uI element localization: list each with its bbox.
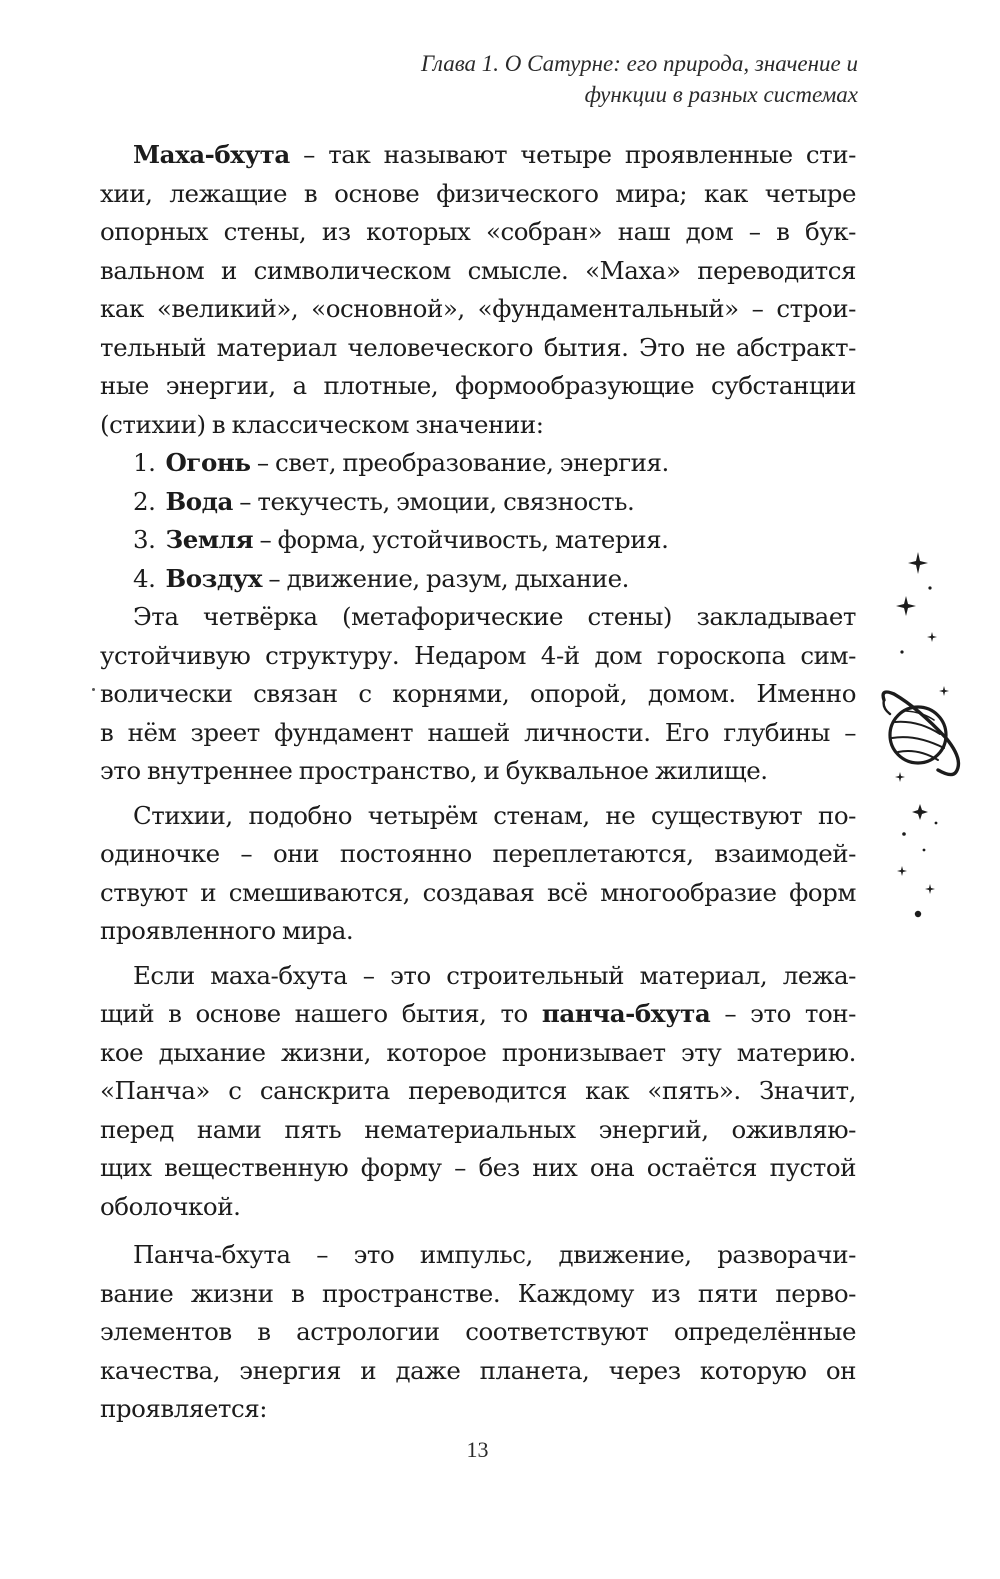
text-line: волически связан с корнями, опорой, домом. Именно <box>100 679 856 708</box>
text-line: перед нами пять нематериальных энергий, оживляю- <box>100 1114 856 1144</box>
text-line: хии, лежащие в основе физического мира; как четыре <box>100 178 856 208</box>
running-header <box>298 48 858 110</box>
text-line: опорных стены, из которых «собран» наш дом – в бук- <box>100 217 856 246</box>
text-line: Эта четвёрка (метафорические стены) закладывает <box>133 602 856 631</box>
saturn-with-stars-icon <box>878 548 968 928</box>
paragraph-maha-bhuta <box>100 136 856 444</box>
ink-speck <box>92 688 95 691</box>
list-item-air: 4. Воздух – движение, разум, дыхание. <box>133 563 629 593</box>
paragraph-four-walls <box>100 598 856 791</box>
text-line: вание жизни в пространстве. Каждому из пяти перво- <box>100 1278 856 1308</box>
sparkle-icon <box>925 884 935 894</box>
text-line: проявляется: <box>100 1394 268 1423</box>
saturn-planet-icon <box>883 692 958 775</box>
body-text <box>100 136 856 1429</box>
term-maha-bhuta: Маха-бхута <box>133 140 290 169</box>
text-line: Панча-бхута – это импульс, движение, разворачи- <box>133 1240 856 1269</box>
text-line: проявленного мира. <box>100 916 354 945</box>
chapter-title-line-1: Глава 1. О Сатурне: его природа, значение и <box>421 51 858 76</box>
star-dot-icon <box>902 832 906 836</box>
list-item-fire: 1. Огонь – свет, преобразование, энергия. <box>133 448 669 477</box>
text-line: одиночке – они постоянно переплетаются, взаимодей- <box>100 839 856 868</box>
text-line: это внутреннее пространство, и буквальное жилище. <box>100 756 768 785</box>
star-dot-icon <box>915 911 921 917</box>
sparkle-icon <box>908 552 928 574</box>
page-number: 13 <box>466 1437 489 1462</box>
star-dot-icon <box>935 822 938 825</box>
text-line: щий в основе нашего бытия, то панча-бхута – это тон- <box>100 999 856 1028</box>
text-line: ствуют и смешиваются, создавая всё многообразие форм <box>100 877 856 907</box>
text-line: устойчивую структуру. Недаром 4-й дом гороскопа сим- <box>100 640 856 670</box>
paragraph-elements-interweave <box>100 797 856 951</box>
text-line: оболочкой. <box>100 1191 241 1221</box>
sparkle-icon <box>897 866 907 876</box>
text-line: вальном и символическом смысле. «Маха» переводится <box>100 255 856 285</box>
text-line: ные энергии, а плотные, формообразующие субстанции <box>100 371 856 400</box>
star-dot-icon <box>923 849 926 852</box>
text-line: в нём зреет фундамент нашей личности. Его глубины – <box>100 717 856 747</box>
list-item-earth: 3. Земля – форма, устойчивость, материя. <box>133 525 669 554</box>
paragraph-pancha-impulse <box>100 1236 856 1429</box>
paragraph-pancha-bhuta <box>100 957 856 1227</box>
text-line: тельный материал человеческого бытия. Это не абстракт- <box>100 332 856 362</box>
star-dot-icon <box>900 650 903 653</box>
text-line: качества, энергия и даже планета, через которую он <box>100 1355 856 1385</box>
text-line: Если маха-бхута – это строительный материал, лежа- <box>133 960 856 990</box>
text-line: элементов в астрологии соответствуют определённые <box>100 1317 856 1346</box>
text-line: как «великий», «основной», «фундаментальный» – строи- <box>100 294 856 323</box>
sparkle-icon <box>895 772 905 782</box>
text-line: кое дыхание жизни, которое пронизывает эту материю. <box>100 1037 856 1067</box>
sparkle-icon <box>896 596 916 616</box>
text-line: щих вещественную форму – без них она остаётся пустой <box>100 1153 856 1182</box>
chapter-title-line-2: функции в разных системах <box>584 82 858 107</box>
star-dot-icon <box>928 586 931 589</box>
text-line: (стихии) в классическом значении: <box>100 409 544 439</box>
list-item-water: 2. Вода – текучесть, эмоции, связность. <box>133 486 635 516</box>
sparkle-icon <box>912 804 928 820</box>
text-line: Маха-бхута – так называют четыре проявленные сти- <box>133 140 856 169</box>
sparkle-icon <box>939 686 949 696</box>
sparkle-icon <box>927 632 937 642</box>
elements-list <box>100 444 856 598</box>
term-pancha-bhuta: панча-бхута <box>541 999 711 1028</box>
text-line: «Панча» с санскрита переводится как «пять». Значит, <box>100 1076 856 1105</box>
text-line: Стихии, подобно четырём стенам, не существуют по- <box>133 800 856 830</box>
